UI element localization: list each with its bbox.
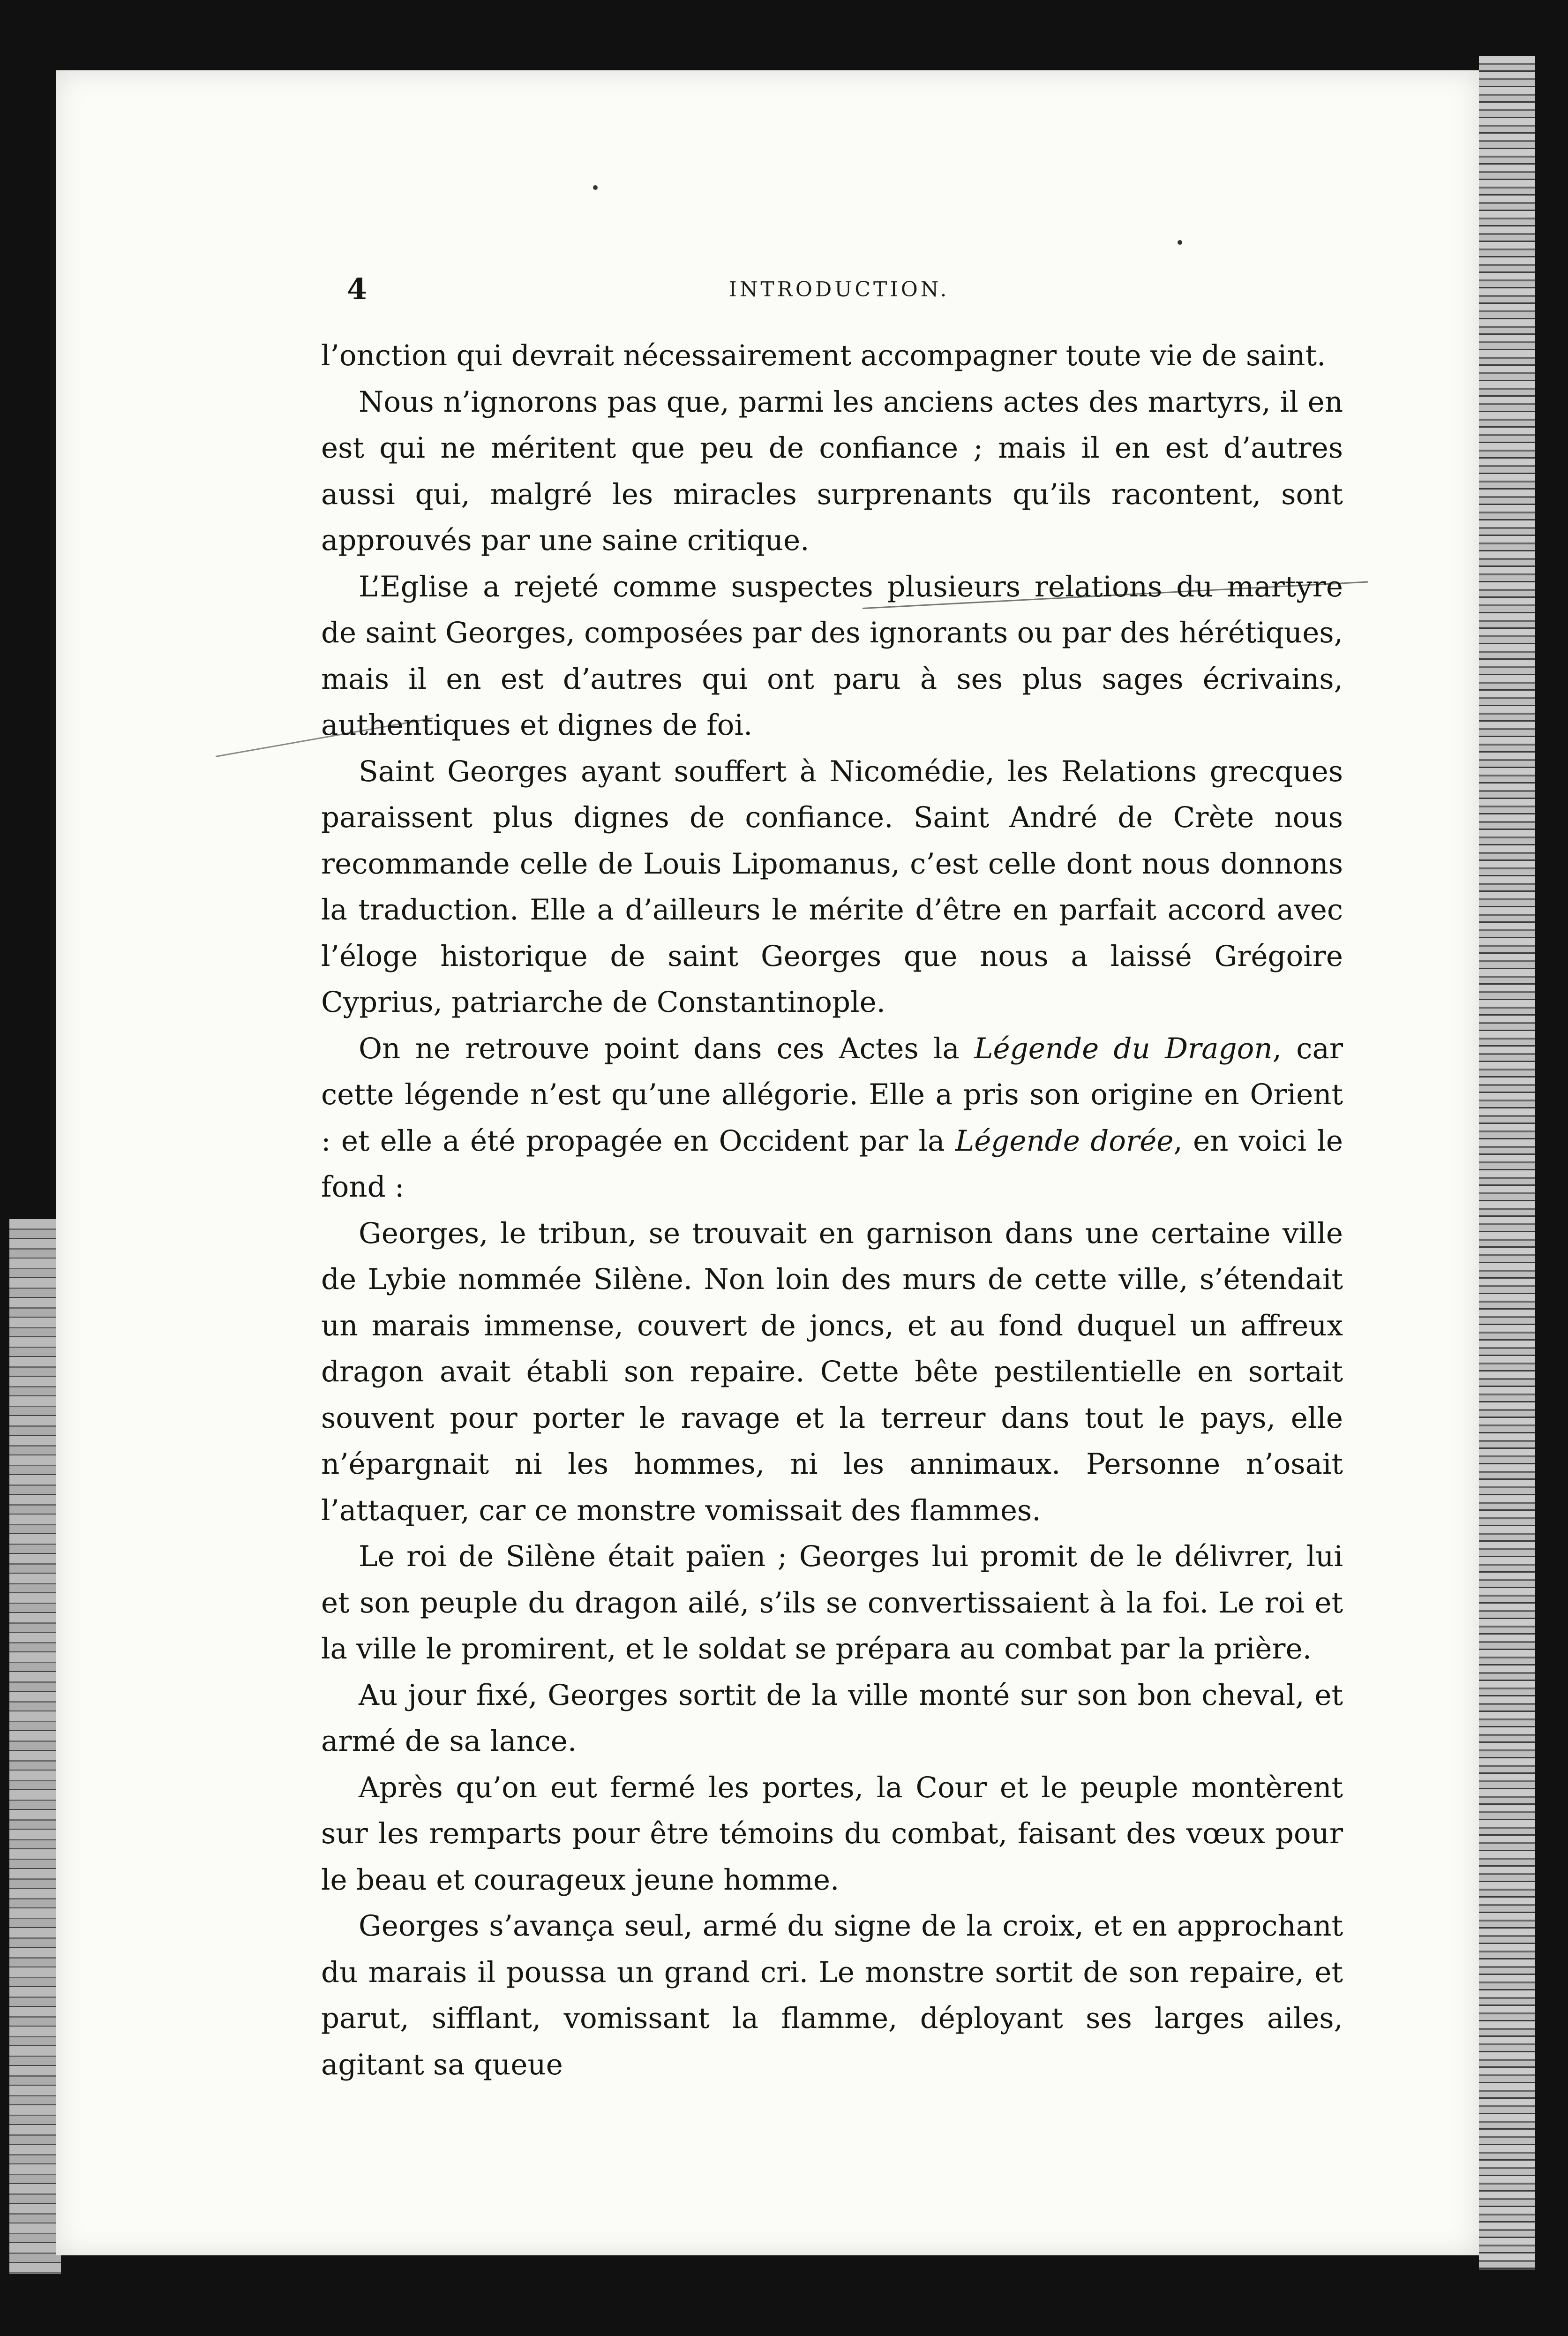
italic-title: Légende du Dragon (974, 1032, 1273, 1065)
paragraph (321, 1673, 1343, 1765)
text-run: , en voici le fond : (321, 1124, 1343, 1204)
paragraph (321, 1903, 1343, 2088)
text-run: Après qu’on eut fermé les portes, la Cour et le peuple montèrent sur les remparts pour être témoins du combat, faisant des vœux pour le beau et courageux jeune homme. (321, 1771, 1343, 1897)
paragraph (321, 1026, 1343, 1211)
text-run: L’Eglise a rejeté comme suspectes plusieurs relations du martyre de saint Georges, composées par des ignorants ou par des hérétiques, mais il en est d’autres qui ont paru à ses plus sages écrivains, authentiques et dignes de foi. (321, 570, 1343, 742)
scan-speck (593, 185, 598, 190)
paragraph (321, 749, 1343, 1026)
running-head: INTRODUCTION. (728, 278, 950, 301)
page-edge-right (1479, 56, 1535, 2269)
page-edge-left (9, 1219, 61, 2274)
text-run: Nous n’ignorons pas que, parmi les anciens actes des martyrs, il en est qui ne méritent que peu de confiance ; mais il en est d’autres aussi qui, malgré les miracles surprenants qu’ils racontent, sont approuvés par une saine critique. (321, 385, 1343, 557)
paragraph (321, 333, 1343, 379)
paragraph (321, 1534, 1343, 1673)
text-run: Saint Georges ayant souffert à Nicomédie, les Relations grecques paraissent plus dignes de confiance. Saint André de Crète nous recommande celle de Louis Lipomanus, c’est celle dont nous donnons la traduction. Elle a d’ailleurs le mérite d’être en parfait accord avec l’éloge historique de saint Georges que nous a laissé Grégoire Cyprius, patriarche de Constantinople. (321, 754, 1343, 1019)
text-run: , car cette légende n’est qu’une allégorie. Elle a pris son origine en Orient : et elle a été propagée en Occident par la (321, 1032, 1343, 1158)
page-header (347, 272, 1331, 314)
paragraph (321, 379, 1343, 564)
paragraph (321, 1765, 1343, 1904)
text-run: Georges, le tribun, se trouvait en garnison dans une certaine ville de Lybie nommée Silène. Non loin des murs de cette ville, s’étendait un marais immense, couvert de joncs, et au fond duquel un affreux dragon avait établi son repaire. Cette bête pestilentielle en sortait souvent pour porter le ravage et la terreur dans tout le pays, elle n’épargnait ni les hommes, ni les annimaux. Personne n’osait l’attaquer, car ce monstre vomissait des flammes. (321, 1216, 1343, 1527)
body-text (321, 333, 1343, 2088)
text-run: Georges s’avança seul, armé du signe de la croix, et en approchant du marais il poussa un grand cri. Le monstre sortit de son repaire, et parut, sifflant, vomissant la flamme, déployant ses larges ailes, agitant sa queue (321, 1909, 1343, 2081)
text-run: Le roi de Silène était païen ; Georges lui promit de le délivrer, lui et son peuple du dragon ailé, s’ils se convertissaient à la foi. Le roi et la ville le promirent, et le soldat se prépara au combat par la prière. (321, 1540, 1343, 1665)
paragraph (321, 1211, 1343, 1534)
text-run: l’onction qui devrait nécessairement accompagner toute vie de saint. (321, 339, 1326, 372)
paragraph (321, 564, 1343, 749)
page-number: 4 (347, 272, 368, 306)
italic-title: Légende dorée (955, 1124, 1174, 1158)
scan-speck (1178, 240, 1182, 245)
text-run: Au jour fixé, Georges sortit de la ville monté sur son bon cheval, et armé de sa lance. (321, 1678, 1343, 1758)
text-run: On ne retrouve point dans ces Actes la (359, 1032, 975, 1065)
